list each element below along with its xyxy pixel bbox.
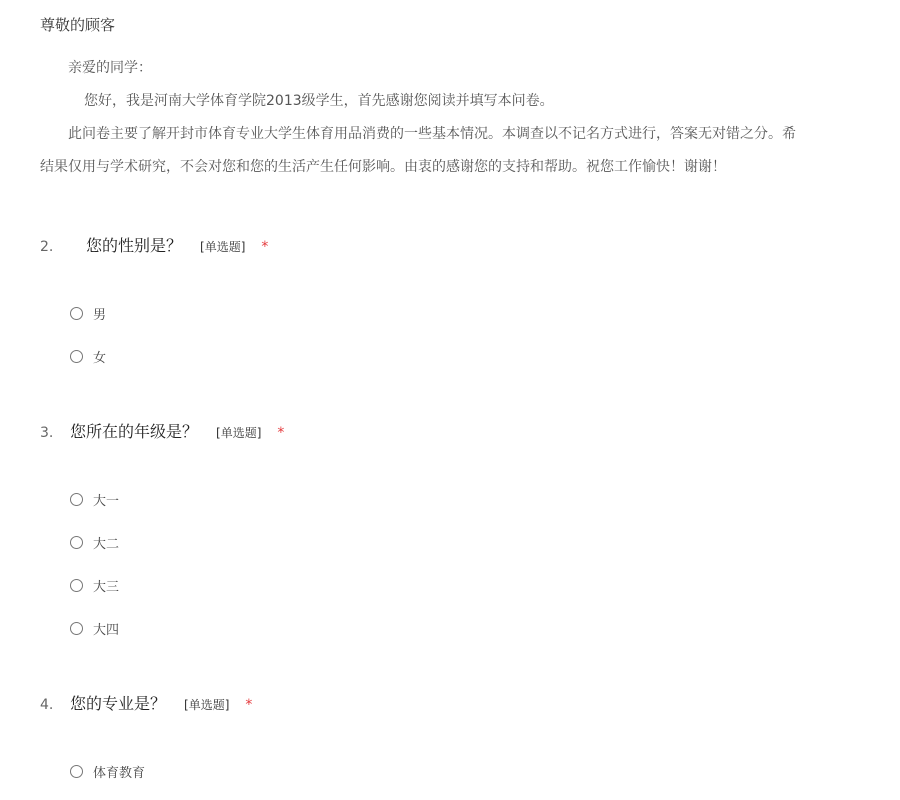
- question-type-badge: [单选题]: [200, 240, 246, 254]
- option-label: 大三: [93, 580, 120, 595]
- radio-button[interactable]: [70, 765, 83, 778]
- option-male[interactable]: [70, 292, 106, 335]
- question-header: [40, 419, 284, 442]
- option-label: 大二: [93, 537, 120, 552]
- options-major: [70, 750, 145, 793]
- question-type-badge: [单选题]: [216, 426, 262, 440]
- options-gender: [70, 292, 106, 378]
- question-type-badge: [单选题]: [184, 698, 230, 712]
- required-marker: *: [277, 425, 285, 441]
- radio-button[interactable]: [70, 307, 83, 320]
- radio-button[interactable]: [70, 536, 83, 549]
- question-title: 您的专业是？: [70, 694, 167, 713]
- option-senior[interactable]: [70, 607, 119, 650]
- question-major: [40, 691, 252, 714]
- option-physical-education[interactable]: [70, 750, 145, 793]
- question-number: 2.: [40, 239, 54, 255]
- question-title: 您所在的年级是？: [70, 422, 199, 441]
- option-sophomore[interactable]: [70, 521, 119, 564]
- option-label: 大一: [93, 494, 120, 509]
- option-label: 男: [93, 308, 107, 323]
- survey-intro: [40, 52, 900, 184]
- required-marker: *: [245, 697, 253, 713]
- question-gender: [40, 233, 268, 256]
- option-label: 体育教育: [93, 766, 146, 781]
- question-grade: [40, 419, 284, 442]
- radio-button[interactable]: [70, 622, 83, 635]
- option-junior[interactable]: [70, 564, 119, 607]
- question-number: 4.: [40, 697, 54, 713]
- options-grade: [70, 478, 119, 650]
- option-label: 女: [93, 351, 107, 366]
- option-freshman[interactable]: [70, 478, 119, 521]
- radio-button[interactable]: [70, 579, 83, 592]
- intro-paragraph-line-1: 此问卷主要了解开封市体育专业大学生体育用品消费的一些基本情况。本调查以不记名方式进行，答案无对错之分。希: [68, 126, 796, 142]
- required-marker: *: [261, 239, 269, 255]
- question-header: [40, 233, 268, 256]
- option-label: 大四: [93, 623, 120, 638]
- intro-paragraph-line-2: 结果仅用与学术研究，不会对您和您的生活产生任何影响。由衷的感谢您的支持和帮助。祝您工作愉快！谢谢！: [40, 159, 726, 175]
- intro-hello: 您好，我是河南大学体育学院2013级学生，首先感谢您阅读并填写本问卷。: [84, 93, 554, 109]
- radio-button[interactable]: [70, 493, 83, 506]
- question-title: 您的性别是？: [86, 236, 183, 255]
- question-number: 3.: [40, 425, 54, 441]
- page-greeting: 尊敬的顾客: [40, 16, 116, 34]
- question-header: [40, 691, 252, 714]
- option-female[interactable]: [70, 335, 106, 378]
- radio-button[interactable]: [70, 350, 83, 363]
- intro-salutation: 亲爱的同学：: [68, 60, 152, 76]
